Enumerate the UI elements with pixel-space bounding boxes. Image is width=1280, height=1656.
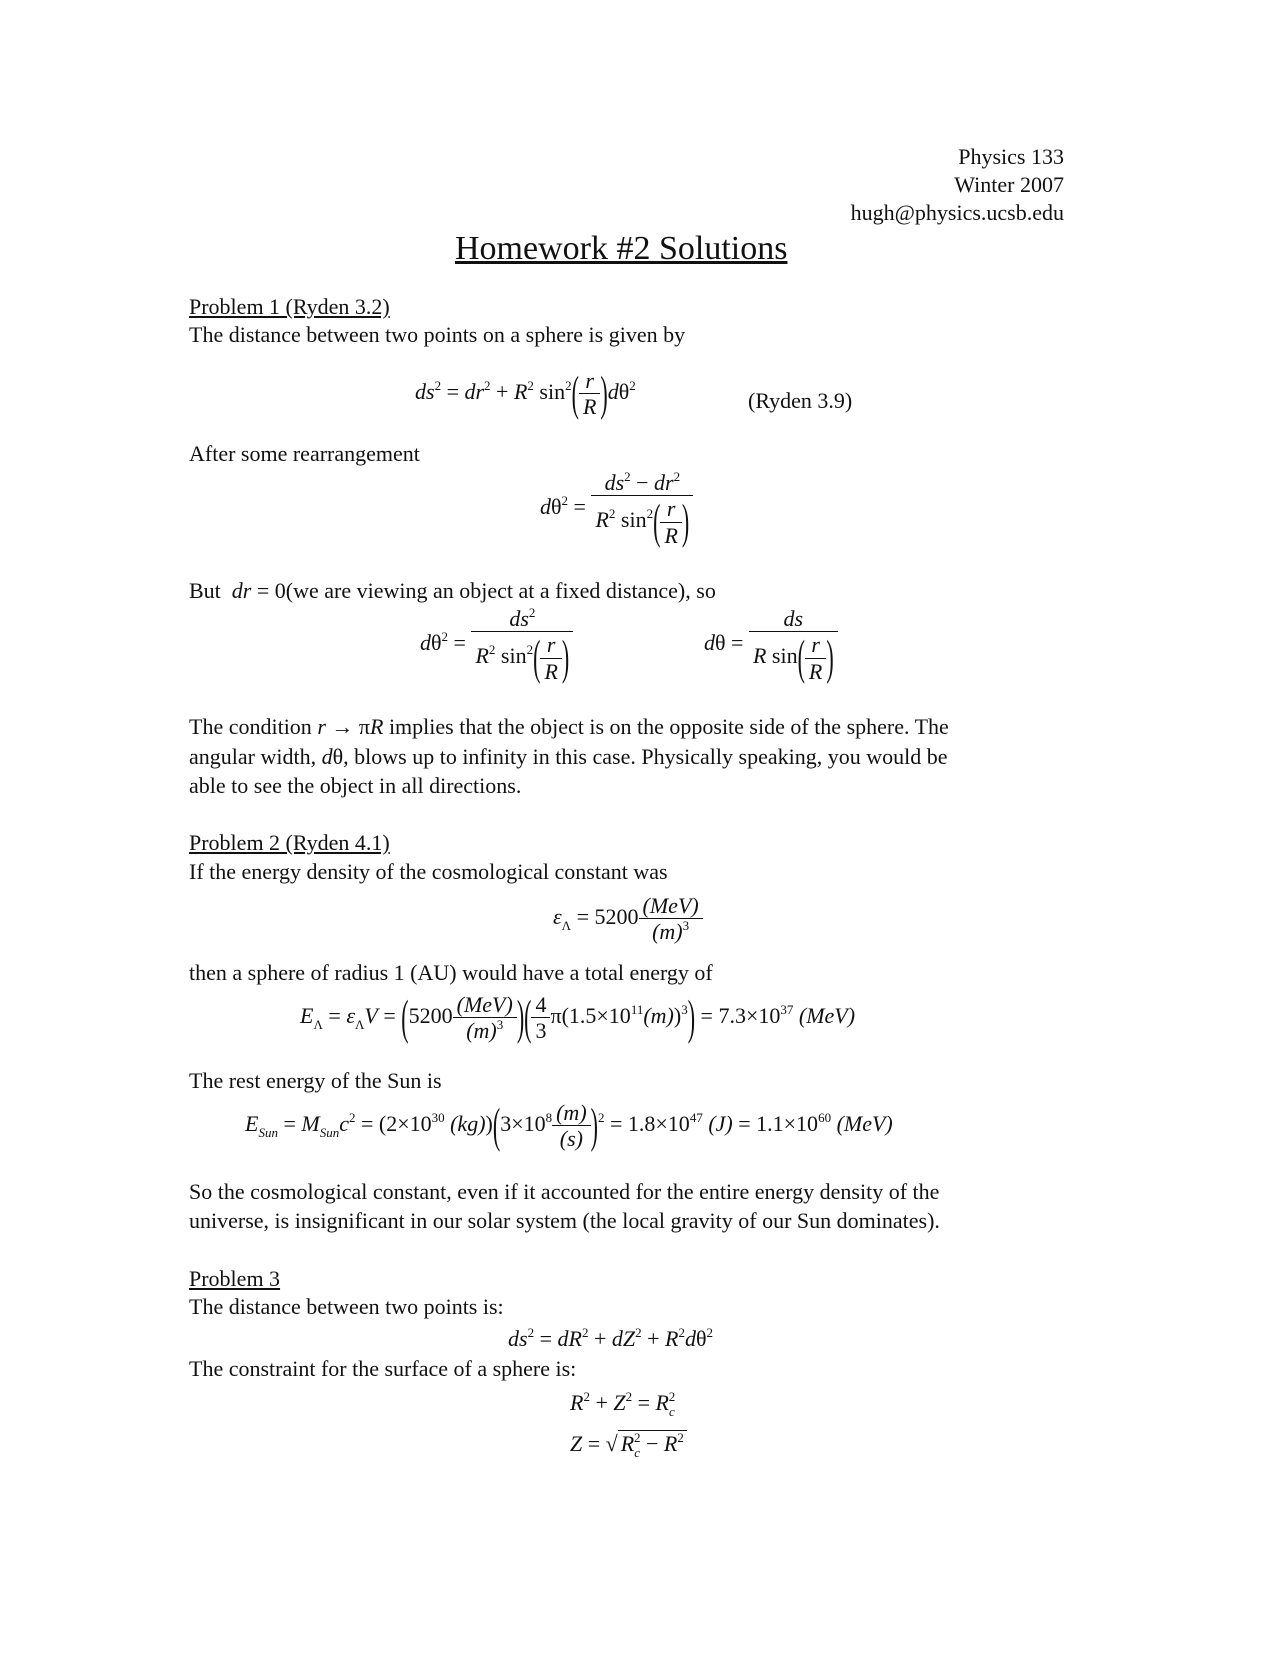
metric-equation: $ds^2 = dr^2 + R^2$ $\sin^2$( $\frac{r}{R}$ )$d\theta^2$ <box>415 365 636 421</box>
cylindrical-metric-equation: $ds^2 = dR^2 + dZ^2 + R^2d\theta^2$ <box>508 1325 714 1351</box>
angular-width-start: angular width, <box>189 744 317 769</box>
but-text: But <box>189 578 221 603</box>
dtheta-equation: dθ = ds R sin( $\frac{r}{R}$ ) <box>704 606 838 684</box>
problem3-intro: The distance between two points is: <box>189 1294 504 1319</box>
dtheta-squared-fixed: $d\theta^2$ = $ds^2$ $R^2$ $\sin^2$( $\frac{r}{R}$ ) <box>420 606 573 684</box>
problem1-heading: Problem 1 (Ryden 3.2) <box>189 294 390 319</box>
rest-energy-text: The rest energy of the Sun is <box>189 1068 442 1093</box>
but-line: But dr = 0(we are viewing an object at a fixed distance), so <box>189 578 716 603</box>
term: Winter 2007 <box>954 172 1064 197</box>
problem1-intro: The distance between two points on a sphere is given by <box>189 322 686 347</box>
equation-reference: (Ryden 3.9) <box>748 388 853 413</box>
problem2-intro: If the energy density of the cosmological constant was <box>189 859 668 884</box>
conclusion-line-1: So the cosmological constant, even if it accounted for the entire energy density of the <box>189 1179 940 1204</box>
sun-energy-equation: $E_{Sun} = M_{Sun}c^2 = (2\times 10^{30}$ $(kg))(3\times 10^8$ $\frac{(m)}{(s)}$ )$^2 = 1.8\times 10^{47}$ $(J) = 1.1\times 10^{60}$ (MeV) <box>245 1097 893 1153</box>
z-solution-equation: Z = √ $R_c^2 - R^2$ <box>570 1430 687 1455</box>
conclusion-line-2: universe, is insignificant in our solar system (the local gravity of our Sun dominates). <box>189 1208 940 1233</box>
directions-line: able to see the object in all directions. <box>189 773 522 798</box>
condition-line: The condition r → πR implies that the object is on the opposite side of the sphere. The <box>189 714 949 739</box>
sphere-constraint-equation: $R^2 + Z^2 = R_c^2$ <box>570 1389 676 1419</box>
constraint-text: The constraint for the surface of a sphere is: <box>189 1356 577 1381</box>
sphere-energy-text: then a sphere of radius 1 (AU) would have a total energy of <box>189 960 713 985</box>
condition-rest: implies that the object is on the opposite side of the sphere. The <box>388 714 949 739</box>
page-title: Homework #2 Solutions <box>455 230 788 267</box>
rearrangement-text: After some rearrangement <box>189 441 420 466</box>
angular-width-line: angular width, dθ, blows up to infinity in this case. Physically speaking, you would be <box>189 744 948 769</box>
problem3-heading: Problem 3 <box>189 1266 281 1291</box>
total-energy-equation: $E_\Lambda = \varepsilon_\Lambda V = (5200$ $\frac{\text{(MeV)}}{(m)^3}$ )( $\frac{4}{3}$ $\pi(1.5\times 10^{11}(m))^3) = 7.3\times 10^{37}$ (MeV) <box>300 989 856 1045</box>
angular-width-rest: , blows up to infinity in this case. Physically speaking, you would be <box>343 744 948 769</box>
course-name: Physics 133 <box>958 144 1064 169</box>
dtheta-squared-equation: $d\theta^2$ = $ds^2 - dr^2$ $R^2$ $\sin^2$( $\frac{r}{R}$ ) <box>540 470 693 548</box>
problem2-heading: Problem 2 (Ryden 4.1) <box>189 830 390 855</box>
condition-start: The condition <box>189 714 312 739</box>
but-rest: (we are viewing an object at a fixed distance), so <box>285 578 716 603</box>
energy-density-equation: $\varepsilon_\Lambda = 5200$ $\frac{\text{(MeV)}}{(m)^3}$ <box>553 893 703 945</box>
email: hugh@physics.ucsb.edu <box>850 200 1064 225</box>
